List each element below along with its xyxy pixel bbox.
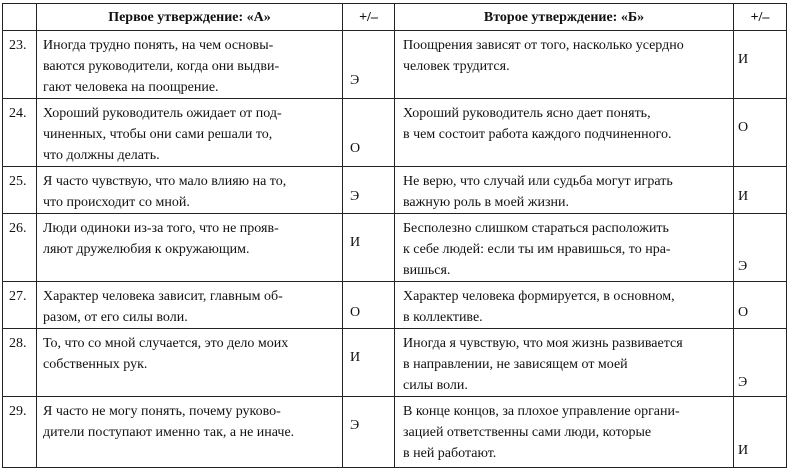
statement-a-line: Хороший руководитель ожидает от под- <box>43 106 282 121</box>
header-mark-a: +/– <box>343 4 395 31</box>
statement-a <box>37 31 343 99</box>
statement-a <box>37 397 343 468</box>
statement-a-line: что происходит со мной. <box>43 195 190 210</box>
statement-b-line: зацией ответственны сами люди, которые <box>403 425 652 440</box>
statement-a-line: ваются руководители, когда они выдви- <box>43 59 280 74</box>
table-body <box>3 31 787 468</box>
mark-b: Э <box>734 329 787 397</box>
statement-b <box>395 167 734 214</box>
mark-b: И <box>734 167 787 214</box>
header-mark-b: +/– <box>734 4 787 31</box>
statement-a <box>37 167 343 214</box>
statement-b <box>395 31 734 99</box>
mark-b <box>734 99 787 167</box>
table-row <box>3 214 787 282</box>
statement-a <box>37 282 343 329</box>
statement-b-line: в направлении, не зависящем от моей <box>403 357 628 372</box>
statement-a-line: Характер человека зависит, главным об- <box>43 289 283 304</box>
statement-b-line: вишься. <box>403 263 451 278</box>
row-number: 25. <box>3 167 37 214</box>
mark-b: И <box>734 397 787 468</box>
statement-a-line: Люди одиноки из-за того, что не прояв- <box>43 221 279 236</box>
statement-b <box>395 214 734 282</box>
table-row <box>3 31 787 99</box>
statement-b-line: силы воли. <box>403 378 468 393</box>
statement-a-line: собственных рук. <box>43 357 148 372</box>
statement-b-line: к себе людей: если ты им нравишься, то нра- <box>403 242 671 257</box>
statement-a-line: Я часто не могу понять, почему руково- <box>43 404 281 419</box>
statement-b-line: Бесполезно слишком стараться расположить <box>403 221 669 236</box>
header-statement-a: Первое утверждение: «А» <box>37 4 343 31</box>
mark-b: Э <box>734 214 787 282</box>
statement-b-line: Хороший руководитель ясно дает понять, <box>403 106 651 121</box>
row-number: 23. <box>3 31 37 99</box>
statement-b-line: человек трудится. <box>403 59 510 74</box>
table-header <box>3 4 787 31</box>
statement-b-line: важную роль в моей жизни. <box>403 195 569 210</box>
statement-b-line: в чем состоит работа каждого подчиненного. <box>403 127 672 142</box>
header-statement-b: Второе утверждение: «Б» <box>395 4 734 31</box>
statement-a-line: чиненных, чтобы они сами решали то, <box>43 127 273 142</box>
mark-a-value: И <box>350 235 361 250</box>
statement-a-line: Иногда трудно понять, на чем основы- <box>43 38 274 53</box>
mark-b-value: И <box>738 52 749 67</box>
mark-a: Э <box>343 31 395 99</box>
statement-a <box>37 329 343 397</box>
header-number <box>3 4 37 31</box>
statement-b-line: В конце концов, за плохое управление органи- <box>403 404 680 419</box>
row-number: 28. <box>3 329 37 397</box>
statement-a-line: гают человека на поощрение. <box>43 80 219 95</box>
row-number: 24. <box>3 99 37 167</box>
statement-a-line: То, что со мной случается, это дело моих <box>43 336 289 351</box>
statement-b <box>395 282 734 329</box>
mark-a <box>343 214 395 282</box>
table-row <box>3 397 787 468</box>
mark-a-value: И <box>350 350 361 365</box>
table-row <box>3 99 787 167</box>
table-row <box>3 329 787 397</box>
statement-b <box>395 329 734 397</box>
mark-a <box>343 397 395 468</box>
mark-a: О <box>343 99 395 167</box>
statement-a-line: дители поступают именно так, а не иначе. <box>43 425 295 440</box>
row-number: 26. <box>3 214 37 282</box>
statement-a-line: разом, от его силы воли. <box>43 310 188 325</box>
mark-a-value: Э <box>350 418 360 433</box>
mark-a <box>343 329 395 397</box>
statement-a <box>37 99 343 167</box>
statement-b-line: Характер человека формируется, в основном, <box>403 289 675 304</box>
mark-b <box>734 31 787 99</box>
statement-b-line: Не верю, что случай или судьба могут играть <box>403 174 673 189</box>
statement-a-line: ляют дружелюбия к окружающим. <box>43 242 250 257</box>
statement-b <box>395 397 734 468</box>
row-number: 27. <box>3 282 37 329</box>
row-number: 29. <box>3 397 37 468</box>
statement-a-line: Я часто чувствую, что мало влияю на то, <box>43 174 287 189</box>
questionnaire-table <box>2 3 787 468</box>
statement-b-line: Поощрения зависят от того, насколько усердно <box>403 38 684 53</box>
table-row <box>3 282 787 329</box>
statement-b-line: Иногда я чувствую, что моя жизнь развивается <box>403 336 683 351</box>
statement-b <box>395 99 734 167</box>
mark-a: О <box>343 282 395 329</box>
statement-a-line: что должны делать. <box>43 148 160 163</box>
mark-b: О <box>734 282 787 329</box>
mark-a: Э <box>343 167 395 214</box>
table-row <box>3 167 787 214</box>
statement-b-line: в коллективе. <box>403 310 483 325</box>
mark-b-value: О <box>738 120 749 135</box>
statement-b-line: в ней работают. <box>403 446 497 461</box>
statement-a <box>37 214 343 282</box>
